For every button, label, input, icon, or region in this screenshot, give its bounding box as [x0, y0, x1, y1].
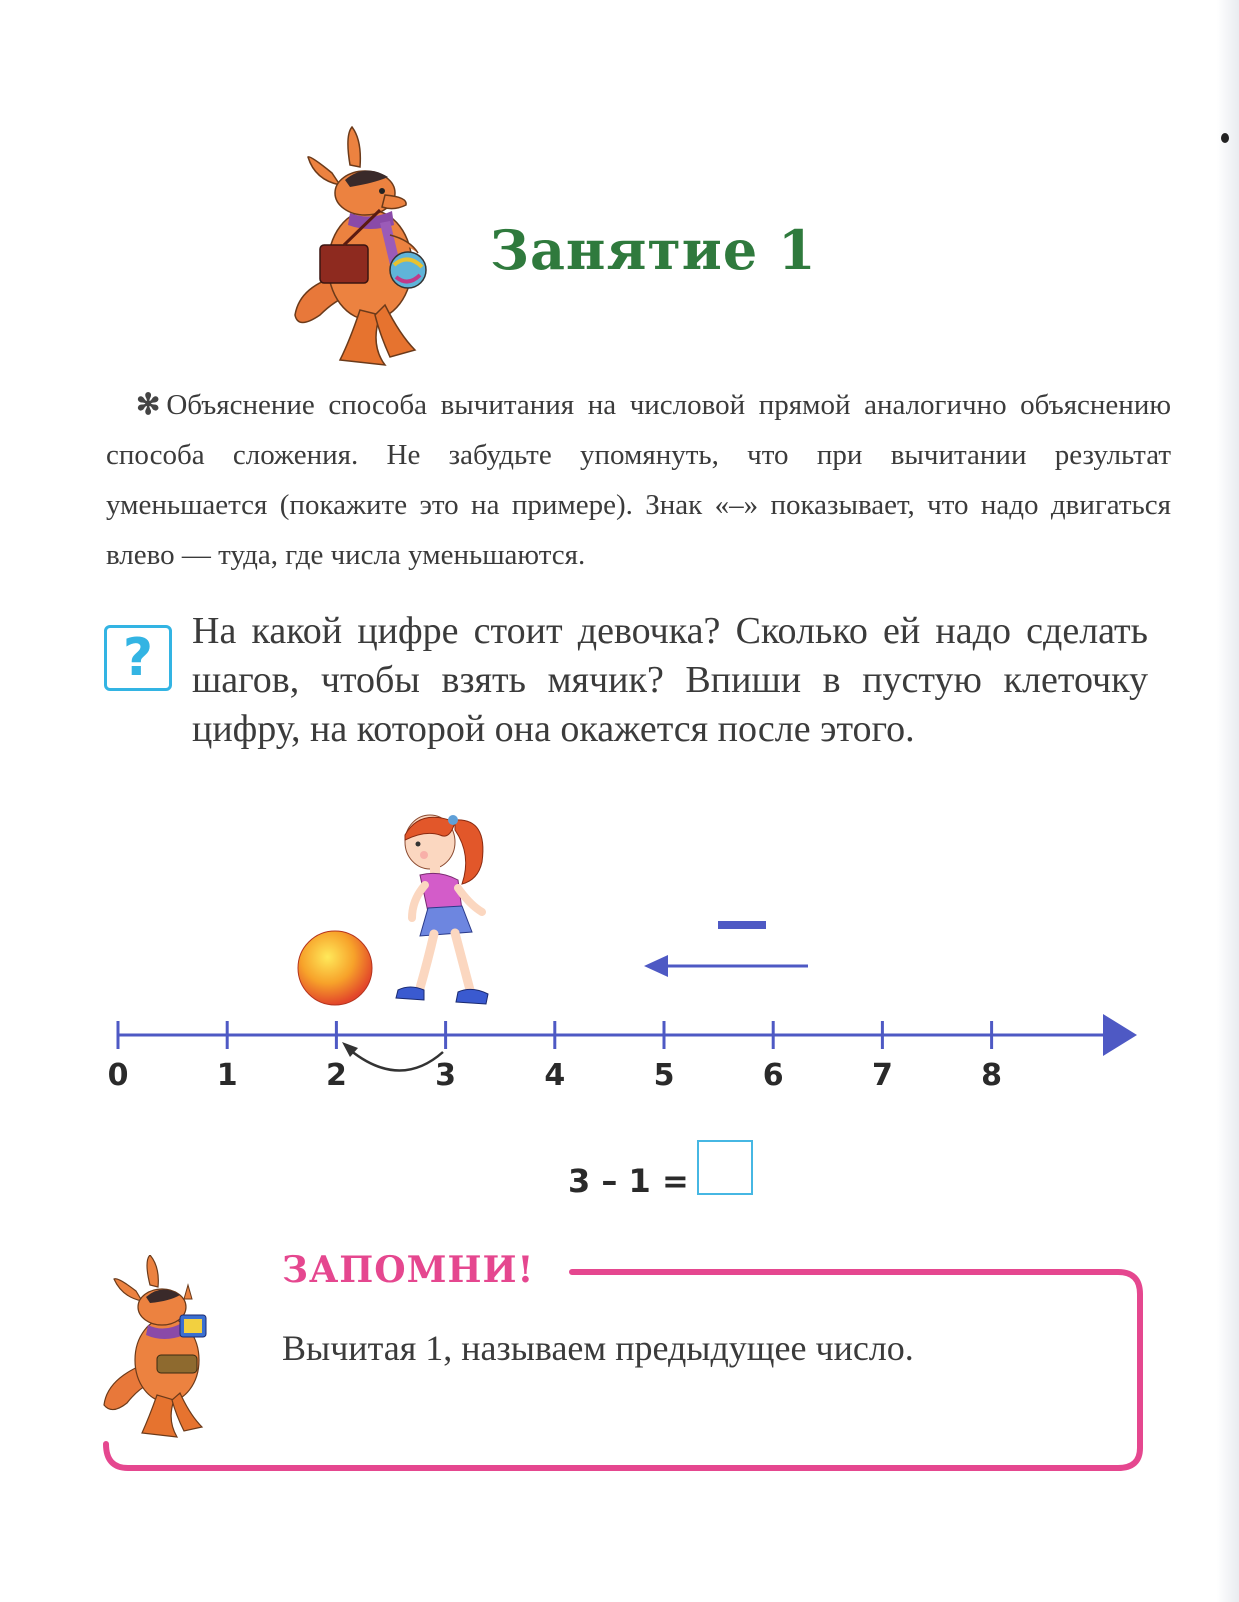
- tick-label: 8: [981, 1058, 1003, 1093]
- minus-sign: [718, 921, 766, 929]
- tick-label: 3: [435, 1058, 457, 1093]
- lesson-title: Занятие 1: [490, 218, 817, 282]
- remember-text: Вычитая 1, называем предыдущее число.: [282, 1328, 914, 1368]
- note-marker: ✻: [136, 389, 161, 421]
- kangaroo-mascot-illustration: [290, 125, 440, 375]
- tick-label: 0: [107, 1058, 129, 1093]
- answer-box[interactable]: [697, 1140, 753, 1195]
- number-line-axis: [118, 1014, 1137, 1056]
- tick-label: 2: [325, 1058, 347, 1093]
- tick-label: 7: [871, 1058, 893, 1093]
- remember-title: ЗАПОМНИ!: [282, 1249, 535, 1291]
- number-line-scene: [0, 800, 1239, 1120]
- ball: [298, 931, 372, 1005]
- equation: 3 – 1 =: [568, 1162, 689, 1200]
- question-icon: [104, 625, 172, 691]
- jump-arc: [342, 1042, 443, 1071]
- left-arrow: [644, 955, 808, 977]
- binding-hole: [1221, 133, 1229, 143]
- girl-illustration: [396, 815, 488, 1004]
- kangaroo-reading-illustration: [102, 1255, 227, 1440]
- tick-label: 5: [653, 1058, 675, 1093]
- tick-label: 4: [544, 1058, 566, 1093]
- task-text: На какой цифре стоит девочка? Сколько ей надо сделать шагов, чтобы взять мячик? Впиши в пустую клеточку цифру, на которой она окажется после этого.: [192, 610, 1148, 750]
- teacher-note: [106, 380, 1171, 580]
- tick-label: 6: [762, 1058, 784, 1093]
- teacher-note-text: Объяснение способа вычитания на числовой прямой аналогично объяснению способа сложения. Не забудьте упомянуть, что при вычитании результат уменьшается (покажите это на примере). Знак «–» показывает, что надо двигаться влево — туда, где числа уменьшаются.: [106, 389, 1171, 571]
- number-line-labels: [108, 1058, 1002, 1093]
- tick-label: 1: [216, 1058, 238, 1093]
- question-mark: ?: [122, 628, 154, 688]
